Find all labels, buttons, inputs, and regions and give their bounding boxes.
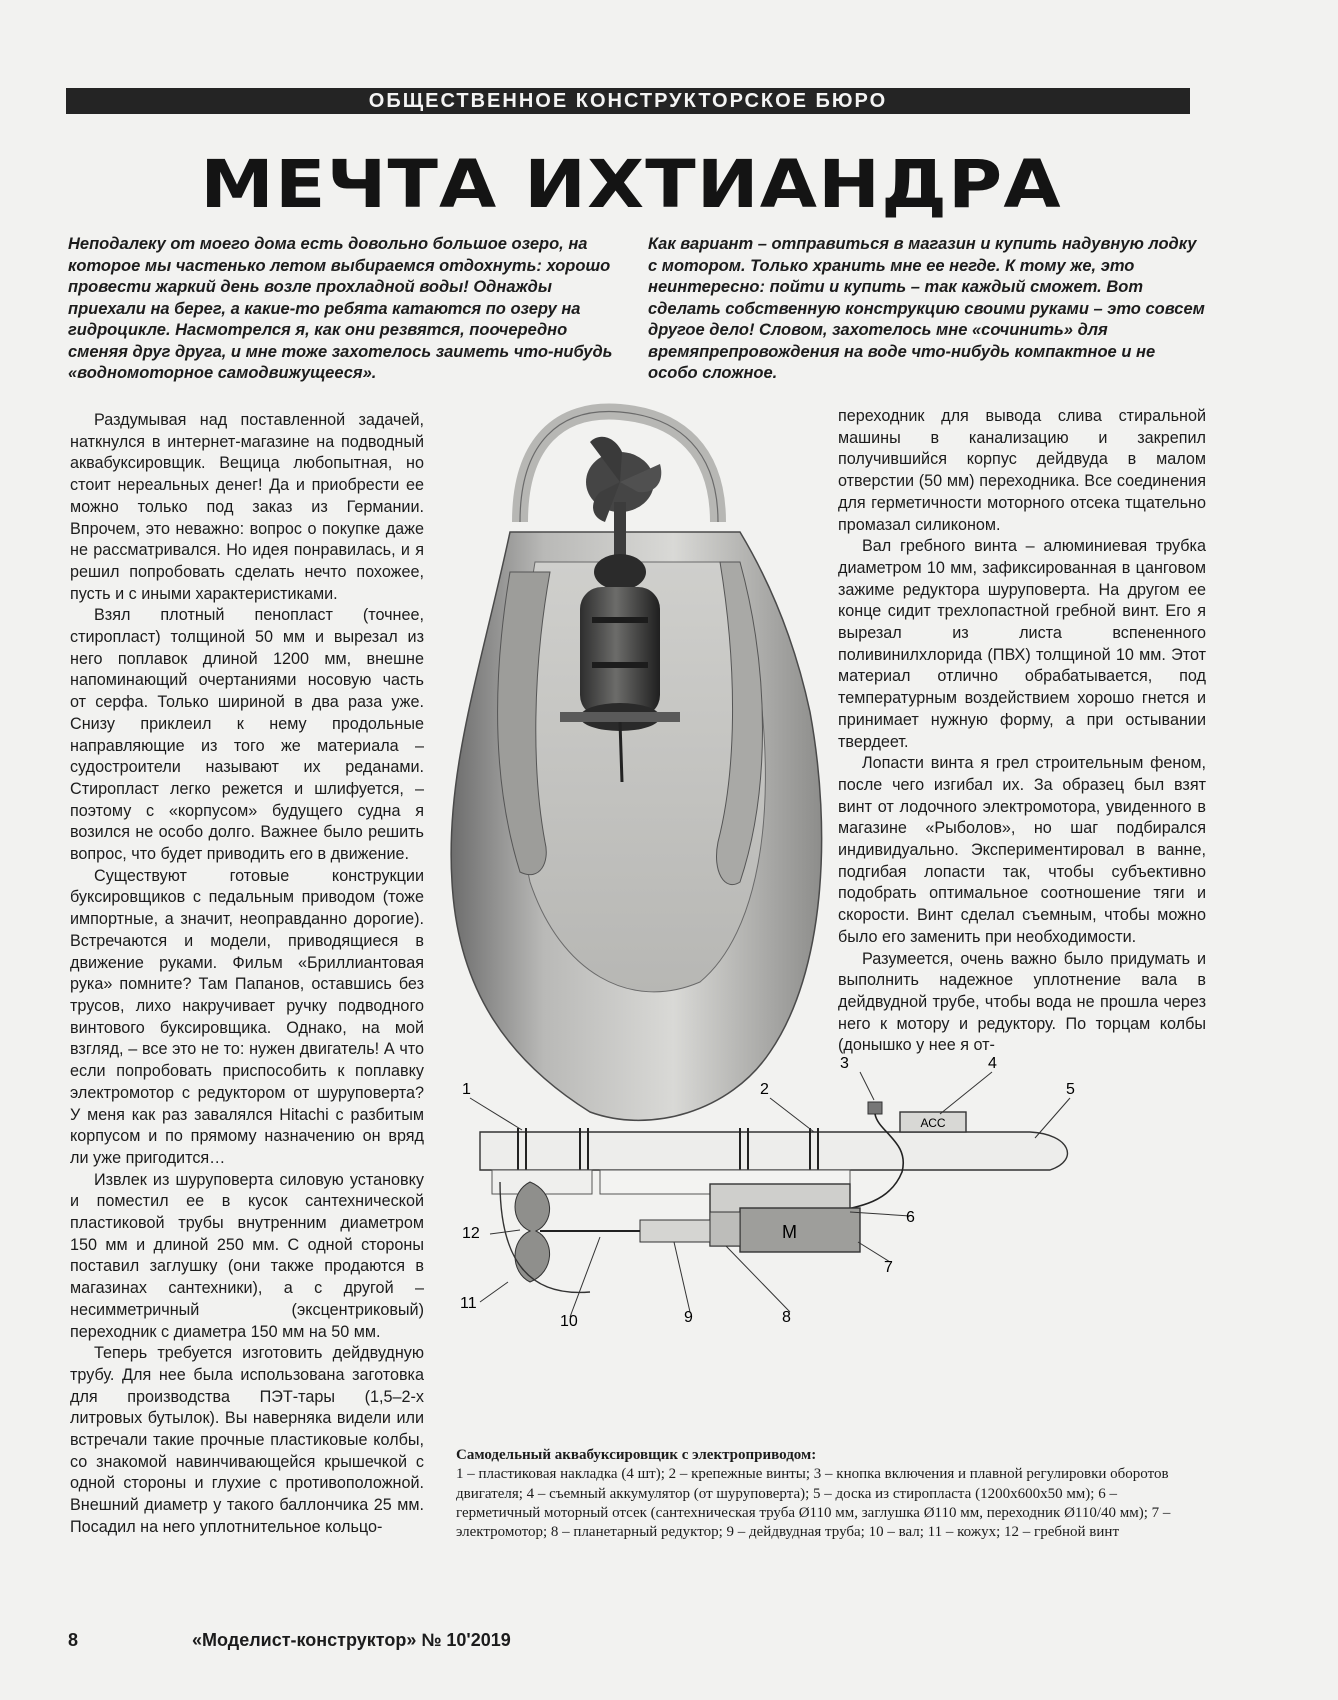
journal-name: «Моделист-конструктор» № 10'2019	[192, 1630, 511, 1650]
caption-text: 1 – пластиковая накладка (4 шт); 2 – крепежные винты; 3 – кнопка включения и плавной регулировки оборотов двигателя; 4 – съемный аккумулятор (от шуруповерта); 5 – доска из стиропласта (1200х600х50 мм); 6 – герметичный моторный отсек (сантехническая труба Ø110 мм, заглушка Ø110 мм, переходник Ø110/40 мм); 7 – электромотор; 8 – планетарный редуктор; 9 – дейдвудная труба; 10 – вал; 11 – кожух; 12 – гребной винт	[456, 1466, 1171, 1541]
label-11: 11	[460, 1295, 477, 1312]
paragraph: Вал гребного винта – алюминиевая трубка диаметром 10 мм, зафиксированная в цанговом зажиме редуктора шуруповерта. На другом ее конце сидит трехлопастной гребной винт. Его я вырезал из листа вспененного поливинилхлорида (ПВХ) толщиной 10 мм. Этот материал отлично обрабатывается, под температурным воздействием хорошо гнется и принимает нужную форму, а при остывании твердеет.	[838, 537, 1206, 751]
article-title: МЕЧТА ИХТИАНДРА	[200, 146, 1062, 223]
paragraph: Существуют готовые конструкции буксировщиков с педальным приводом (тоже импортные, а значит, неоправданно дорогие). Встречаются и модели, приводящиеся в движение руками. Фильм «Бриллиантовая рука» помните? Там Папанов, оставшись без трусов, лихо накручивает ручку подводного винтового буксировщика. Однако, на мой взгляд, – все это не то: нужен двигатель! А что если попробовать приспособить к поплавку электромотор с редуктором от шуруповерта? У меня как раз завалялся Hitachi с разбитым корпусом и по прямому назначению он вряд ли уже пригодится…	[70, 866, 424, 1167]
label-4: 4	[988, 1055, 997, 1072]
aqua-scooter-photo	[440, 412, 836, 1132]
shaft	[614, 502, 626, 562]
paragraph: Извлек из шуруповерта силовую установку и поместил ее в кусок сантехнической пластиковой трубы внутренним диаметром 150 мм и длиной 250 мм. С одной стороны поставил заглушку (они также продаются в магазинах сантехники), а с другой – несимметричный (эксцентриковый) переходник с диаметра 150 мм на 50 мм.	[70, 1170, 424, 1341]
label-1: 1	[462, 1081, 471, 1098]
label-9: 9	[684, 1309, 693, 1326]
cable	[620, 722, 622, 782]
paragraph: Раздумывая над поставленной задачей, наткнулся в интернет-магазине на подводный аквабуксировщик. Вещица любопытная, но стоит нереальных денег! Да и приобрести ее можно только под заказ из Германии. Впрочем, это неважно: вопрос о покупке даже не рассматривался. Но идея понравилась, и я решил попробовать сделать нечто похожее, пусть и с иными характеристиками.	[70, 411, 424, 603]
board	[480, 1132, 1067, 1170]
motor	[740, 1208, 860, 1252]
label-2: 2	[760, 1081, 769, 1098]
section-header	[66, 88, 1190, 114]
lead-paragraph-left: Неподалеку от моего дома есть довольно большое озеро, на которое мы частенько летом выбираемся отдохнуть: хорошо провести жаркий день возле прохладной воды! Однажды приехали на берег, а какие-то ребята катаются по озеру на гидроцикле. Насмотрелся я, как они резвятся, поочередно сменяя друг друга, и мне тоже захотелось заиметь что-нибудь «водномоторное самодвижущееся».	[68, 235, 613, 382]
section-header-text: ОБЩЕСТВЕННОЕ КОНСТРУКТОРСКОЕ БЮРО	[368, 90, 888, 112]
label-3: 3	[840, 1055, 849, 1072]
paragraph: Разумеется, очень важно было придумать и выполнить надежное уплотнение вала в дейдвудной трубе, чтобы вода не прошла через него к мотору и редуктору. По торцам колбы (донышко у нее я от-	[838, 949, 1206, 1055]
label-7: 7	[884, 1259, 893, 1276]
battery-label: АСС	[920, 1116, 946, 1130]
paragraph-continued: переходник для вывода слива стиральной машины в канализацию и закрепил получившийся корпус дейдвуда в малом отверстии (50 мм) переходника. Все соединения для герметичности моторного отсека тщательно промазал силиконом.	[838, 407, 1206, 534]
paragraph: Теперь требуется изготовить дейдвудную трубу. Для нее была использована заготовка для производства ПЭТ-тары (1,5–2-х литровых бутылок). Вы наверняка видели или встречали такие прочные пластиковые колбы, со знакомой навинчивающейся крышечкой с одной стороны и глухие с противоположной. Внешний диаметр у такого баллончика 25 мм. Посадил на него уплотнительное кольцо-	[70, 1344, 424, 1536]
mount-strap	[560, 712, 680, 722]
label-12: 12	[462, 1225, 480, 1242]
figure-caption	[456, 1446, 1198, 1542]
paragraph: Взял плотный пенопласт (точнее, стиропласт) толщиной 50 мм и вырезал из него поплавок длиной 1200 мм, внешне напоминающий очертаниями носовую часть от серфа. Только шириной в два раза уже. Снизу приклеил к нему продольные направляющие из того же материала – судостроители называют их реданами. Стиропласт легко режется и шлифуется, – поэтому с «корпусом» будущего судна я возился не особо долго. Важнее было решить вопрос, что будет приводить его в движение.	[70, 606, 424, 864]
stern-tube	[640, 1220, 710, 1242]
label-10: 10	[560, 1313, 578, 1330]
label-6: 6	[906, 1209, 915, 1226]
scooter-schematic	[460, 1055, 1170, 1442]
label-5: 5	[1066, 1081, 1075, 1098]
page-number: 8	[68, 1630, 79, 1650]
motor-label: М	[782, 1222, 797, 1242]
caption-title: Самодельный аквабуксировщик с электроприводом:	[456, 1447, 817, 1463]
text-column-left	[70, 410, 424, 1539]
lead-paragraph-right: Как вариант – отправиться в магазин и купить надувную лодку с мотором. Только хранить мне ее негде. К тому же, это неинтересно: пойти и купить – так каждый сможет. Вот сделать собственную конструкцию своими руками – это совсем другое дело! Словом, захотелось мне «сочинить» для времяпрепровождения на воде что-нибудь компактное и не особо сложное.	[648, 235, 1205, 382]
switch	[868, 1102, 882, 1114]
text-column-right	[838, 406, 1206, 1057]
reducer	[710, 1212, 740, 1246]
label-8: 8	[782, 1309, 791, 1326]
paragraph: Лопасти винта я грел строительным феном, после чего изгибал их. За образец был взят винт от лодочного электромотора, увиденного в магазине «Рыболов», но шаг подбирался индивидуально. Экспериментировал в ванне, подгибая лопасти так, чтобы субъективно подобрать оптимальное соотношение тяги и скорости. Винт сделал съемным, чтобы можно было его заменить при необходимости.	[838, 754, 1206, 946]
